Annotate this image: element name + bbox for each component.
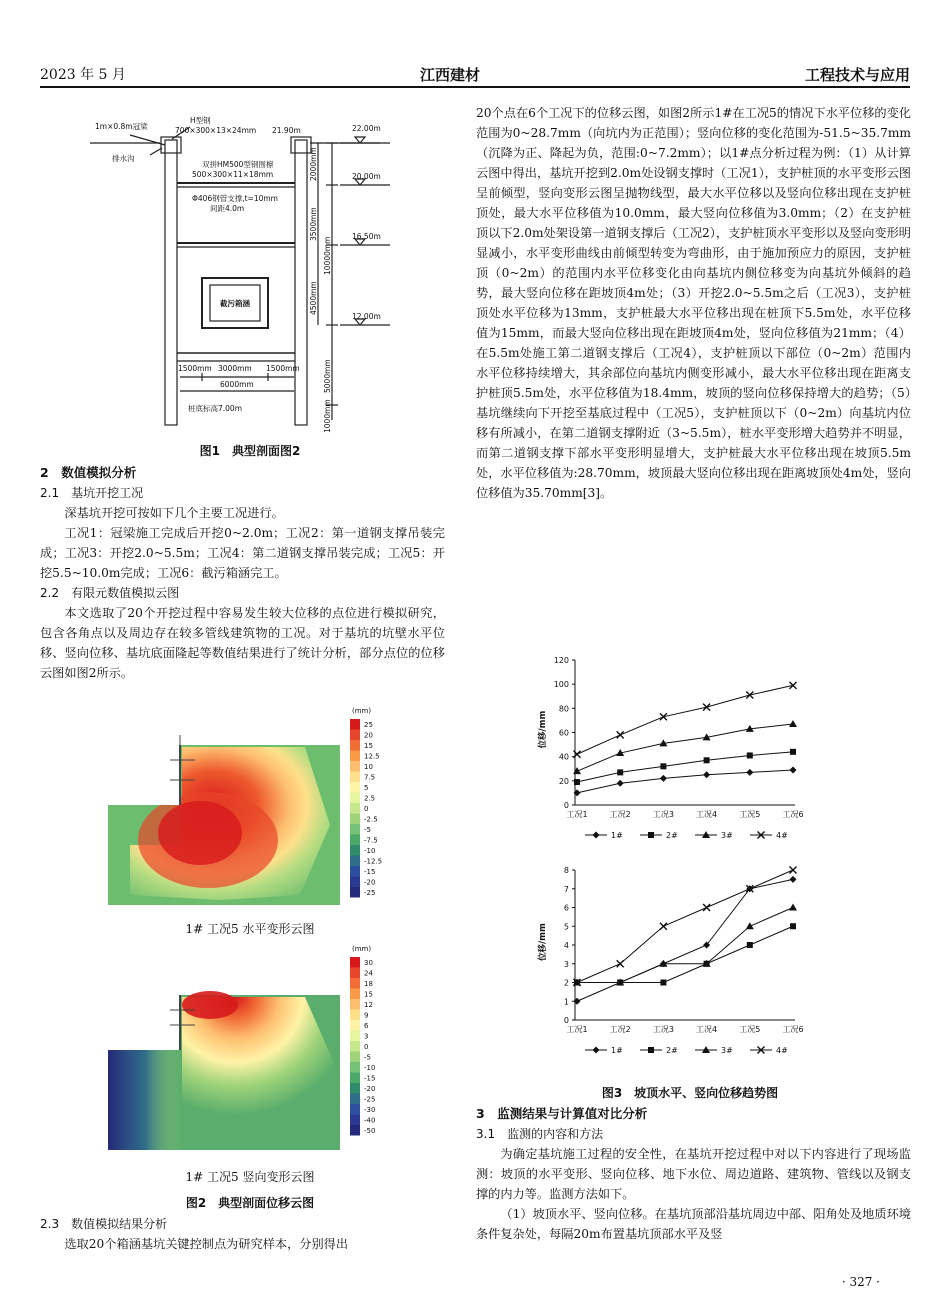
figure-3-caption: 图3 坡顶水平、竖向位移趋势图 (601, 1086, 779, 1100)
legend-b-label: -10 (364, 1064, 376, 1072)
legend-b-label: -5 (364, 1053, 371, 1062)
label-crown-beam: 1m×0.8m冠梁 (95, 122, 148, 131)
legend-b-label: -30 (364, 1106, 376, 1114)
legend-a-swatch (350, 761, 360, 772)
legend-b-swatch (350, 957, 360, 968)
legend-b-label: 18 (364, 980, 373, 988)
y-tick-label: 0 (563, 801, 569, 810)
label-v2000: 2000mm (309, 147, 318, 181)
data-point (747, 942, 753, 948)
label-d3000: 3000mm (218, 364, 252, 373)
y-tick-label: 40 (558, 752, 569, 762)
data-point (746, 922, 754, 929)
legend-a-label: -7.5 (364, 836, 378, 845)
legend-a-swatch (350, 719, 360, 730)
data-point (790, 923, 796, 929)
data-point (573, 767, 581, 774)
label-box-culvert: 截污箱涵 (220, 299, 250, 308)
legend-b-label: 3 (364, 1032, 369, 1041)
legend-a-swatch (350, 845, 360, 856)
legend-a-swatch (350, 877, 360, 888)
legend-b-label: 9 (364, 1011, 369, 1020)
series-line-3 (577, 908, 793, 983)
legend-label: 2# (666, 1046, 678, 1055)
legend-a-swatch (350, 772, 360, 783)
figure-1-section-drawing (90, 115, 430, 435)
legend-a-swatch (350, 751, 360, 762)
legend-a-swatch (350, 856, 360, 867)
data-point (790, 749, 796, 755)
legend-label: 3# (721, 831, 733, 840)
figure-2-caption: 图2 典型剖面位移云图 (185, 1196, 315, 1210)
label-h-size: 700×300×13×24mm (175, 126, 257, 135)
legend-label: 3# (721, 1046, 733, 1055)
legend-b-label: -15 (364, 1074, 376, 1083)
figure-1-caption: 图1 典型剖面图2 (199, 444, 301, 458)
heading-3: 3 监测结果与计算值对比分析 (476, 1106, 648, 1121)
legend-a-label: -10 (364, 847, 376, 855)
legend-b-label: 30 (364, 959, 373, 967)
legend-b-swatch (350, 1083, 360, 1094)
heading-3-1: 3.1 监测的内容和方法 (476, 1127, 604, 1141)
series-line-2 (577, 752, 793, 782)
figure-3-charts (530, 650, 840, 1080)
legend-a-swatch (350, 782, 360, 793)
series-line-1 (577, 770, 793, 793)
legend-b-swatch (350, 1020, 360, 1031)
data-point (790, 766, 797, 773)
legend-a-label: -5 (364, 826, 371, 834)
legend-b-swatch (350, 1115, 360, 1126)
x-tick-label: 工况1 (566, 1025, 588, 1034)
data-point (617, 780, 624, 787)
legend-label: 1# (611, 1046, 623, 1055)
data-point (704, 757, 710, 763)
label-drain: 排水沟 (112, 154, 135, 163)
legend-b-swatch (350, 989, 360, 1000)
legend-label: 1# (611, 831, 623, 840)
label-v3500: 3500mm (309, 207, 318, 241)
legend-a-swatch (350, 793, 360, 804)
label-elev-2000: 20.00m (352, 172, 381, 181)
data-point (789, 720, 797, 727)
y-tick-label: 20 (558, 776, 569, 786)
legend-b-label: -50 (364, 1127, 376, 1135)
x-tick-label: 工况4 (696, 810, 718, 819)
para-2-2: 本文选取了20个开挖过程中容易发生较大位移的点位进行模拟研究，包含各角点以及周边存在较多管线建筑物的工况。对于基坑的坑壁水平位移、竖向位移、基坑底面隆起等数值结果进行了统计分析，部分点位的位移云图如图2所示。 (40, 606, 445, 680)
legend-b-swatch (350, 1031, 360, 1042)
legend-b-swatch (350, 1073, 360, 1084)
x-tick-label: 工况3 (652, 1025, 674, 1034)
y-tick-label: 1 (563, 997, 569, 1007)
label-h-steel: H型钢 (190, 116, 211, 125)
right-column-top (476, 103, 911, 503)
legend-a-swatch (350, 824, 360, 835)
data-point (660, 763, 666, 769)
legend-b-swatch (350, 968, 360, 979)
para-3-1-a: 为确定基坑施工过程的安全性，在基坑开挖过程中对以下内容进行了现场监测：坡顶的水平变形、竖向位移、地下水位、周边道路、建筑物、管线以及钢支撑的内力等。监测方法如下。 (476, 1147, 911, 1201)
legend-a-label: -12.5 (364, 857, 383, 866)
legend-a-swatch (350, 835, 360, 846)
y-tick-label: 0 (563, 1016, 569, 1025)
para-right-1: 20个点在6个工况下的位移云图，如图2所示1#在工况5的情况下水平位移的变化范围为0~28.7mm（向坑内为正范围）；竖向位移的变化范围为-51.5~35.7mm（沉降为正、降起为负，范围:0~7.2mm）；以1#点分析过程为例：（1）从计算云图中得出，基坑开挖到2.0m处设钢支撑时（工况1），支护桩顶的水平变形云图呈前倾型，竖向变形云图呈抛物线型，最大水平位移以及竖向位移出现在支护桩顶处，最大水平位移值为10.0mm，最大竖向位移值为3.0mm；（2）在支护桩顶以下2.0m处架设第一道钢支撑后（工况2），支护桩顶水平变形以及竖向变形明显减小，水平变形曲线由前倾型转变为弯曲形，由于施加预应力的原因，支护桩顶（0~2m）的范围内水平位移变化由向基坑内侧位移变为向基坑外倾斜的趋势，最大竖向位移在距坡顶4m处；（3）开挖2.0~5.5m之后（工况3），支护桩顶处水平位移为13mm，支护桩最大水平位移出现在桩顶下5.5m处，水平位移值为15mm，而最大竖向位移出现在距坡顶4m处，竖向位移值为21mm；（4）在5.5m处施工第二道钢支撑后（工况4），支护桩顶以下部位（0~2m）范围内水平位移持续增大，其余部位向基坑内侧变形减小，最大水平位移出现在距离支护桩顶5.5m处，水平位移值为18.4mm，坡顶的竖向位移保持增大的趋势；（5）基坑继续向下开挖至基底过程中（工况5），支护桩顶以下（0~2m）向基坑内位移有所减小，在第二道钢支撑附近（3~5.5m），桩水平变形增大趋势并不明显，而第二道钢支撑下部水平变形明显增大，支护桩最大水平位移出现在坡顶5.5m处，水平位移值为:28.70mm，坡顶最大竖向位移出现在距离坡顶处4m处，竖向位移值为35.70mm[3]。 (476, 106, 911, 500)
legend-b-swatch (350, 1041, 360, 1052)
data-point (660, 775, 667, 782)
legend-a-label: 20 (364, 731, 373, 740)
x-tick-label: 工况5 (739, 1025, 761, 1034)
legend-b-label: -40 (364, 1116, 376, 1125)
x-tick-label: 工况2 (609, 810, 631, 819)
label-elev-2200: 22.00m (352, 124, 381, 133)
legend-b-label: -20 (364, 1085, 376, 1093)
y-tick-label: 4 (563, 941, 569, 950)
para-2-1-a: 深基坑开挖可按如下几个主要工况进行。 (64, 506, 284, 520)
y-tick-label: 7 (563, 884, 569, 894)
legend-b-swatch (350, 999, 360, 1010)
legend-a-swatch (350, 730, 360, 741)
legend-label: 2# (666, 831, 678, 840)
legend-a-swatch (350, 740, 360, 751)
legend-a-label: 25 (364, 721, 373, 729)
data-point (790, 876, 797, 883)
para-2-1-b: 工况1：冠梁施工完成后开挖0~2.0m；工况2：第一道钢支撑吊装完成；工况3：开挖2.0~5.5m；工况4：第二道钢支撑吊装完成；工况5：开挖5.5~10.0m完成；工况6：截污箱涵完工。 (40, 526, 445, 580)
label-elev-1650: 16.50m (352, 232, 381, 241)
legend-b-swatch (350, 1062, 360, 1073)
legend-b-label: 0 (364, 1043, 369, 1051)
label-waler-size: 500×300×11×18mm (192, 170, 274, 179)
legend-a-label: -15 (364, 868, 376, 876)
y-tick-label: 120 (553, 656, 569, 665)
data-point (648, 1047, 654, 1053)
label-spacing: 间距4.0m (210, 204, 245, 213)
legend-b-label: 6 (364, 1022, 369, 1030)
legend-b-label: 15 (364, 990, 373, 999)
heading-2-1: 2.1 基坑开挖工况 (40, 486, 144, 500)
data-point (789, 904, 797, 911)
page-header (40, 60, 910, 88)
label-pile-bottom: 桩底标高7.00m (188, 404, 243, 413)
heading-2-2: 2.2 有限元数值模拟云图 (40, 586, 180, 600)
left-column-bottom (40, 1214, 445, 1254)
data-point (617, 769, 623, 775)
label-elev-2190: 21.90m (272, 126, 301, 135)
section-name: 工程技术与应用 (804, 66, 910, 84)
x-tick-label: 工况4 (696, 1025, 718, 1034)
legend-b-swatch (350, 1104, 360, 1115)
data-point (593, 832, 600, 839)
y-tick-label: 3 (563, 959, 569, 969)
data-point (648, 832, 654, 838)
legend-a-label: 5 (364, 784, 369, 792)
figure-2-subcaption-b: 1# 工况5 竖向变形云图 (185, 1170, 315, 1184)
legend-a-label: 15 (364, 742, 373, 750)
y-axis-label: 位移/mm (538, 710, 548, 749)
y-tick-label: 8 (563, 866, 569, 875)
legend-a-swatch (350, 803, 360, 814)
legend-a-swatch (350, 814, 360, 825)
legend-a-swatch (350, 866, 360, 877)
figure-2-subcaption-a: 1# 工况5 水平变形云图 (185, 922, 315, 936)
legend-a-unit: (mm) (352, 707, 372, 715)
data-point (746, 769, 753, 776)
legend-b-swatch (350, 978, 360, 989)
x-tick-label: 工况6 (782, 810, 804, 819)
data-point (660, 980, 666, 986)
series-line-4 (577, 685, 793, 754)
page-number: · 327 · (841, 1275, 880, 1289)
y-tick-label: 2 (563, 978, 569, 988)
right-column-bottom (476, 1104, 911, 1244)
left-column-top (40, 463, 445, 683)
label-v10000: 10000mm (323, 236, 332, 275)
x-tick-label: 工况6 (782, 1025, 804, 1034)
legend-b-swatch (350, 1125, 360, 1136)
legend-a-label: -25 (364, 889, 376, 897)
y-axis-label: 位移/mm (538, 923, 548, 961)
label-elev-1200: 12.00m (352, 312, 381, 321)
legend-label: 4# (776, 1046, 788, 1055)
x-tick-label: 工况1 (566, 810, 588, 819)
data-point (703, 771, 710, 778)
y-tick-label: 80 (558, 704, 569, 714)
data-point (574, 779, 580, 785)
label-v1000: 1000mm (323, 399, 332, 433)
x-tick-label: 工况2 (609, 1025, 631, 1034)
header-date: 2023 年 5 月 (40, 67, 126, 83)
legend-b-unit: (mm) (352, 945, 372, 953)
legend-b-label: 12 (364, 1001, 373, 1009)
heading-2: 2 数值模拟分析 (40, 465, 137, 480)
legend-a-label: 7.5 (364, 773, 376, 782)
legend-b-swatch (350, 1052, 360, 1063)
y-tick-label: 6 (563, 903, 569, 913)
label-d1500a: 1500mm (178, 364, 212, 373)
series-line-3 (577, 724, 793, 771)
para-2-3: 选取20个箱涵基坑关键控制点为研究样本，分别得出 (64, 1237, 349, 1251)
label-strut: Φ406钢管支撑,t=10mm (192, 194, 278, 203)
journal-name: 江西建材 (420, 66, 481, 84)
heading-2-3: 2.3 数值模拟结果分析 (40, 1217, 168, 1231)
x-tick-label: 工况5 (739, 810, 761, 819)
x-tick-label: 工况3 (652, 810, 674, 819)
label-d1500b: 1500mm (266, 364, 300, 373)
legend-a-swatch (350, 887, 360, 898)
legend-label: 4# (776, 831, 788, 840)
label-waler: 双拼HM500型钢围檩 (202, 160, 274, 169)
data-point (747, 752, 753, 758)
figure-2-contours (100, 705, 430, 1195)
label-v5000: 5000mm (323, 359, 332, 393)
legend-b-label: -25 (364, 1095, 376, 1104)
y-tick-label: 100 (553, 680, 569, 690)
legend-a-label: -20 (364, 878, 376, 887)
legend-a-label: 2.5 (364, 794, 376, 803)
label-d6000: 6000mm (220, 380, 254, 389)
data-point (593, 1047, 600, 1054)
para-3-1-b: （1）坡顶水平、竖向位移。在基坑顶部沿基坑周边中部、阳角处及地质环境条件复杂处，每隔20m布置基坑顶部水平及竖 (476, 1207, 911, 1241)
legend-b-swatch (350, 1010, 360, 1021)
label-v4500: 4500mm (309, 281, 318, 315)
y-tick-label: 5 (563, 922, 569, 932)
legend-b-label: 24 (364, 969, 373, 978)
y-tick-label: 60 (558, 728, 569, 738)
legend-a-label: 12.5 (364, 752, 380, 761)
legend-a-label: 0 (364, 805, 369, 813)
legend-a-label: 10 (364, 763, 373, 771)
legend-a-label: -2.5 (364, 815, 378, 824)
legend-b-swatch (350, 1094, 360, 1105)
